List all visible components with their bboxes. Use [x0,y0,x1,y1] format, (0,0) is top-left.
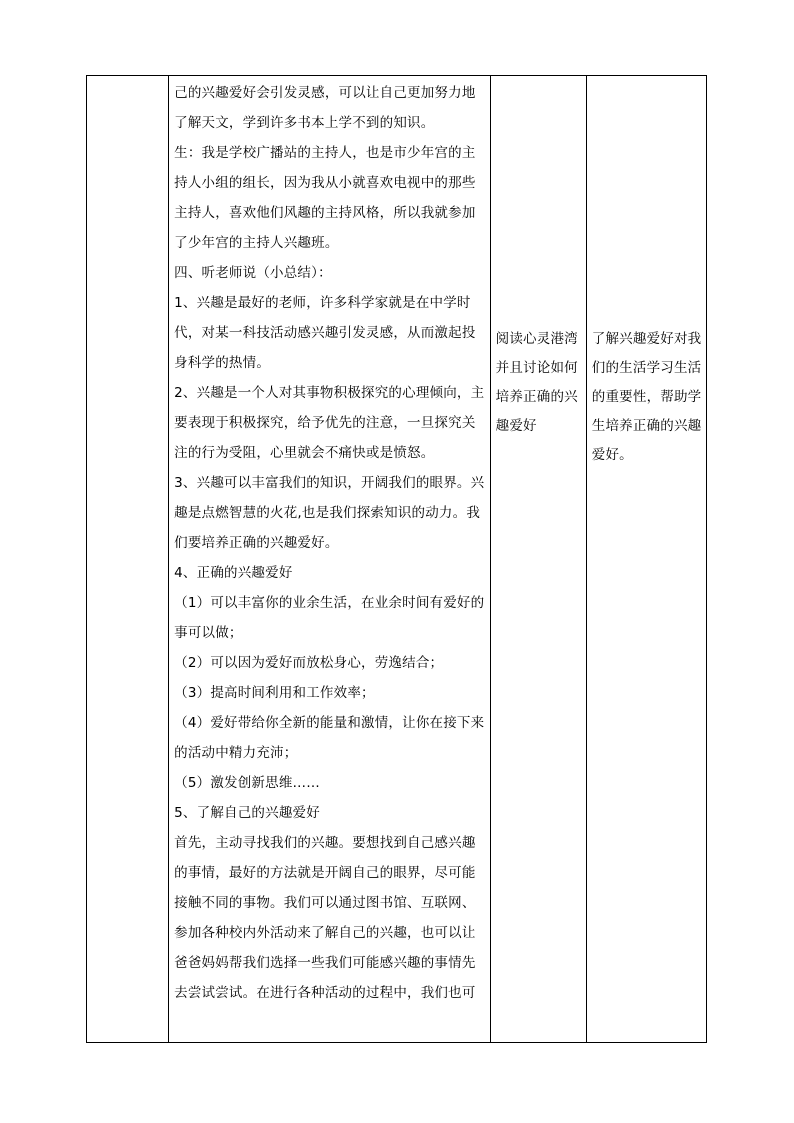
student-activity-text: 阅读心灵港湾并且讨论如何培养正确的兴趣爱好 [495,331,578,434]
design-intent-text: 了解兴趣爱好对我们的生活学习生活的重要性，帮助学生培养正确的兴趣爱好。 [591,331,702,463]
list-item: （4）爱好带给你全新的能量和激情，让你在接下来的活动中精力充沛； [174,715,485,761]
list-item: （3）提高时间利用和工作效率； [174,685,375,701]
table-row [87,76,707,1043]
paragraph: 首先，主动寻找我们的兴趣。要想找到自己感兴趣的事情，最好的方法就是开阔自己的眼界，尽可能接触不同的事物。我们可以通过图书馆、互联网、参加各种校内外活动来了解自己的兴趣，也可以让爸爸妈妈帮我们选择一些我们可能感兴趣的事情先去尝试尝试。在进行各种活动的过程中，我们也可 [174,835,476,1001]
paragraph: 1、兴趣是最好的老师，许多科学家就是在中学时代，对某一科技活动感兴趣引发灵感，从而激起投身科学的热情。 [174,295,476,371]
student-activity-cell [490,76,586,1043]
subheading: 4、正确的兴趣爱好 [174,565,293,581]
teaching-content-cell [169,76,491,1043]
content-text-block [169,76,490,1008]
subheading: 5、了解自己的兴趣爱好 [174,805,320,821]
paragraph: 生：我是学校广播站的主持人，也是市少年宫的主持人小组的组长，因为我从小就喜欢电视中的那些主持人，喜欢他们风趣的主持风格，所以我就参加了少年宫的主持人兴趣班。 [174,145,476,251]
design-intent-cell [586,76,706,1043]
list-item: （2）可以因为爱好而放松身心，劳逸结合； [174,655,444,671]
list-item: （1）可以丰富你的业余生活，在业余时间有爱好的事可以做； [174,595,485,641]
paragraph: 2、兴趣是一个人对其事物积极探究的心理倾向，主要表现于积极探究，给予优先的注意，一旦探究关注的行为受阻，心里就会不痛快或是愤怒。 [174,385,485,461]
paragraph: 己的兴趣爱好会引发灵感，可以让自己更加努力地了解天文，学到许多书本上学不到的知识。 [174,85,476,131]
empty-label-cell [87,76,169,1043]
section-heading: 四、听老师说（小总结）： [174,265,332,281]
lesson-plan-table [86,75,707,1043]
paragraph: 3、兴趣可以丰富我们的知识，开阔我们的眼界。兴趣是点燃智慧的火花,也是我们探索知识的动力。我们要培养正确的兴趣爱好。 [174,475,485,551]
list-item: （5）激发创新思维…… [174,775,320,791]
